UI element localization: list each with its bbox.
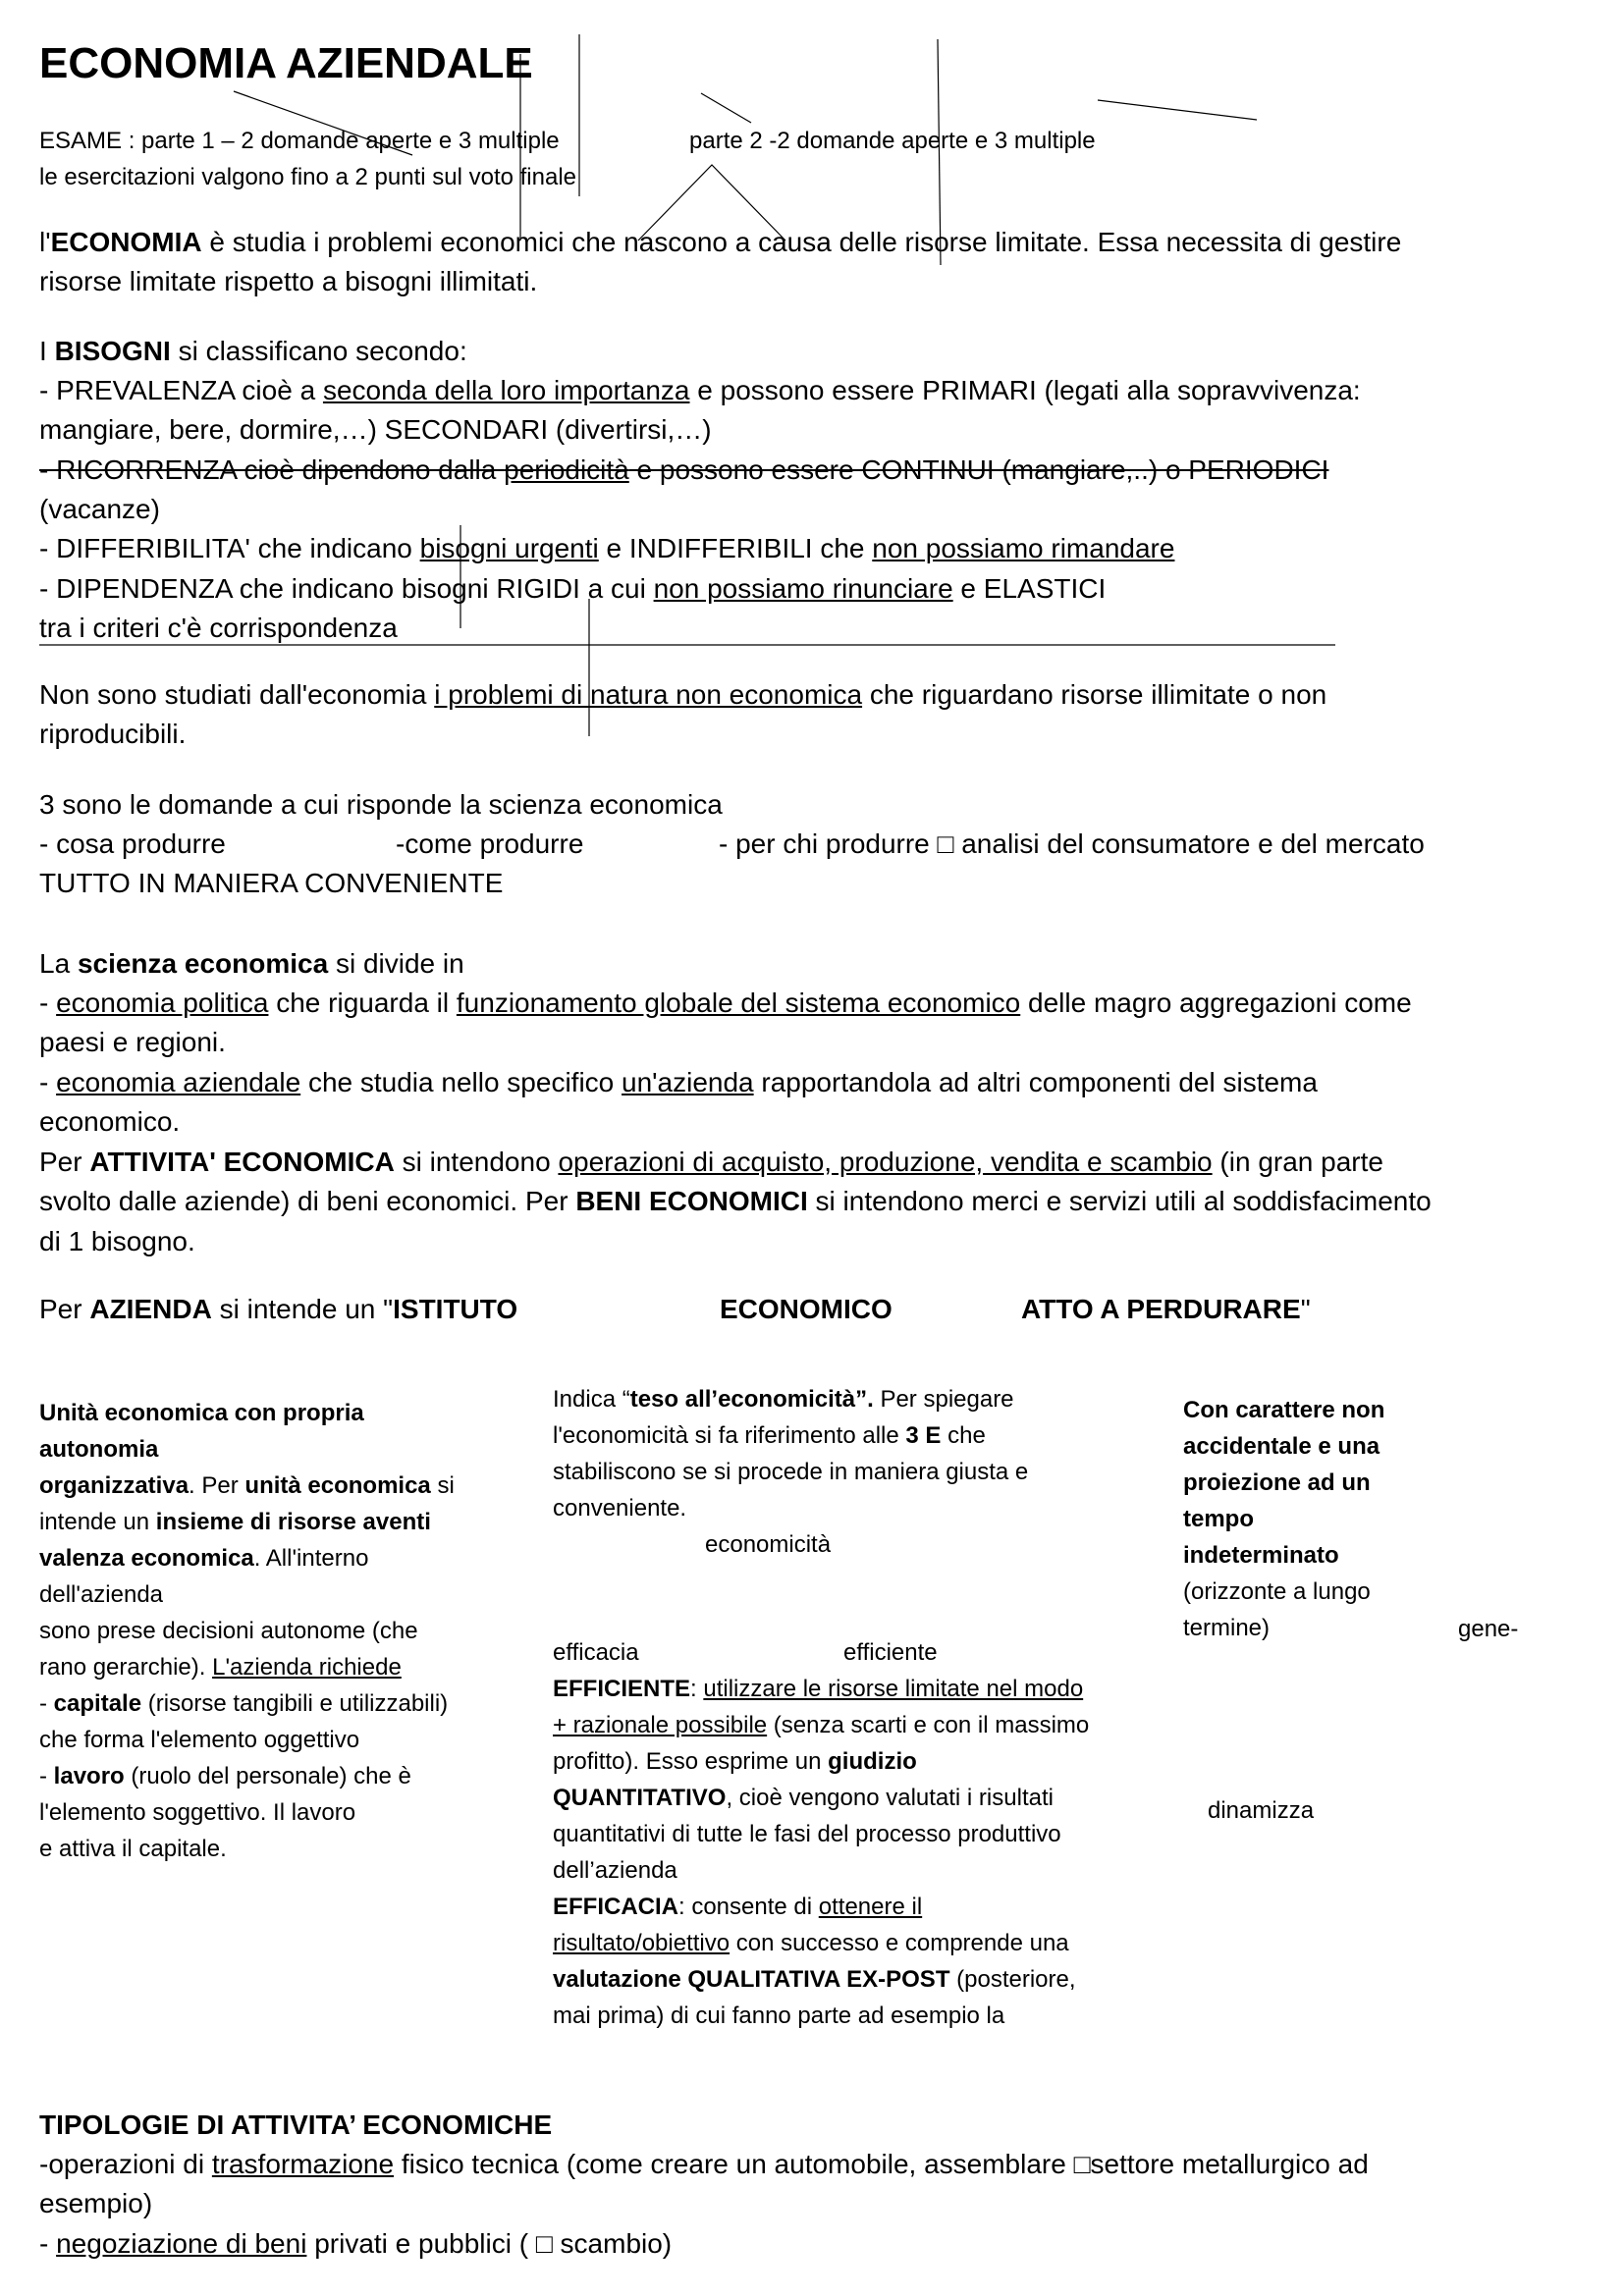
col3-carattere: Con carattere non accidentale e una proiezione ad un tempo indeterminato (orizzonte a lungo termine) bbox=[1183, 1397, 1385, 1641]
exam-part2: parte 2 -2 domande aperte e 3 multiple bbox=[689, 128, 1096, 154]
attivita-economica-line1: Per ATTIVITA' ECONOMICA si intendono operazioni di acquisto, produzione, vendita e scambio (in gran parte bbox=[39, 1147, 1383, 1177]
bisogni-prevalenza: - PREVALENZA cioè a seconda della loro importanza e possono essere PRIMARI (legati alla sopravvivenza: bbox=[39, 375, 1361, 405]
bisogni-differibilita: - DIFFERIBILITA' che indicano bisogni urgenti e INDIFFERIBILI che non possiamo rimandare bbox=[39, 533, 1175, 563]
tipologie-title: TIPOLOGIE DI ATTIVITA’ ECONOMICHE bbox=[39, 2109, 553, 2140]
economia-line1: l'ECONOMIA è studia i problemi economici che nascono a causa delle risorse limitate. Essa necessita di gestire bbox=[39, 227, 1402, 257]
domande-q2: -come produrre bbox=[396, 828, 584, 859]
scienza-aziendale: - economia aziendale che studia nello specifico un'azienda rapportandola ad altri componenti del sistema bbox=[39, 1067, 1318, 1097]
tipologie-trasformazione-line2: esempio) bbox=[39, 2188, 153, 2218]
attivita-economica-line2: svolto dalle aziende) di beni economici. Per BENI ECONOMICI si intendono merci e servizi utili al soddisfacimento bbox=[39, 1186, 1432, 1216]
col2-efficiente-label: efficiente bbox=[843, 1639, 938, 1666]
non-studiati-line2: riproducibili. bbox=[39, 719, 187, 749]
col3-gene: gene- bbox=[1458, 1616, 1519, 1642]
scienza-politica-line2: paesi e regioni. bbox=[39, 1027, 226, 1057]
col1-unita-economica: Unità economica con propria autonomia organizzativa. Per unità economica si intende un insieme di risorse aventi valenza economica. All'interno dell'azienda sono prese decisioni autonome (che rano gerarchie). L'azienda richiede - capitale (risorse tangibili e utilizzabili) che forma l'elemento oggettivo - lavoro (ruolo del personale) che è l'elemento soggettivo. Il lavoro e attiva il capitale. bbox=[39, 1400, 455, 1862]
bisogni-corrispondenza: tra i criteri c'è corrispondenza bbox=[39, 613, 398, 643]
stray-line bbox=[1098, 100, 1257, 120]
economia-line2: risorse limitate rispetto a bisogni illimitati. bbox=[39, 266, 538, 296]
col2-economicita-top: Indica “teso all’economicità”. Per spiegare l'economicità si fa riferimento alle 3 E che stabiliscono se si procede in maniera giusta e conveniente. bbox=[553, 1386, 1029, 1522]
col2-efficiente-definition: EFFICIENTE: utilizzare le risorse limitate nel modo + razionale possibile (senza scarti e con il massimo profitto). Esso esprime un giudizio QUANTITATIVO, cioè vengono valutati i risultati quantitativi di tutte le fasi del processo produttivo dell’azienda EFFICACIA: consente di ottenere il risultato/obiettivo con successo e comprende una valutazione QUALITATIVA EX-POST (posteriore, mai prima) di cui fanno parte ad esempio la bbox=[553, 1676, 1090, 2029]
domande-conveniente: TUTTO IN MANIERA CONVENIENTE bbox=[39, 868, 504, 898]
scienza-aziendale-line2: economico. bbox=[39, 1106, 181, 1137]
exam-part1: ESAME : parte 1 – 2 domande aperte e 3 multiple bbox=[39, 128, 560, 154]
stray-line bbox=[701, 93, 751, 123]
bisogni-intro: I BISOGNI si classificano secondo: bbox=[39, 336, 467, 366]
scienza-politica: - economia politica che riguarda il funzionamento globale del sistema economico delle magro aggregazioni come bbox=[39, 988, 1412, 1018]
non-studiati-line1: Non sono studiati dall'economia i problemi di natura non economica che riguardano risorse illimitate o non bbox=[39, 679, 1327, 710]
scienza-intro: La scienza economica si divide in bbox=[39, 948, 464, 979]
exam-exercises: le esercitazioni valgono fino a 2 punti sul voto finale bbox=[39, 164, 577, 190]
bisogni-ricorrenza: - RICORRENZA cioè dipendono dalla periodicità e possono essere CONTINUI (mangiare,..) o PERIODICI bbox=[39, 454, 1329, 485]
domande-q3: - per chi produrre □ analisi del consumatore e del mercato bbox=[719, 828, 1425, 859]
domande-q1: - cosa produrre bbox=[39, 828, 226, 859]
domande-intro: 3 sono le domande a cui risponde la scienza economica bbox=[39, 789, 723, 820]
bisogni-dipendenza: - DIPENDENZA che indicano bisogni RIGIDI a cui non possiamo rinunciare e ELASTICI bbox=[39, 573, 1107, 604]
azienda-definition: Per AZIENDA si intende un "ISTITUTO bbox=[39, 1294, 518, 1324]
azienda-perdurare: ATTO A PERDURARE" bbox=[1021, 1294, 1311, 1324]
bisogni-prevalenza-line2: mangiare, bere, dormire,…) SECONDARI (divertirsi,…) bbox=[39, 414, 712, 445]
attivita-economica-line3: di 1 bisogno. bbox=[39, 1226, 195, 1256]
azienda-economico: ECONOMICO bbox=[720, 1294, 893, 1324]
bisogni-ricorrenza-line2: (vacanze) bbox=[39, 494, 160, 524]
col2-efficacia-label: efficacia bbox=[553, 1639, 639, 1666]
tipologie-negoziazione: - negoziazione di beni privati e pubblici ( □ scambio) bbox=[39, 2228, 673, 2259]
tipologie-trasformazione: -operazioni di trasformazione fisico tecnica (come creare un automobile, assemblare □settore metallurgico ad bbox=[39, 2149, 1369, 2179]
page-title: ECONOMIA AZIENDALE bbox=[39, 39, 533, 87]
col2-economicita-label: economicità bbox=[705, 1531, 832, 1558]
col3-dinamizza: dinamizza bbox=[1208, 1797, 1315, 1824]
